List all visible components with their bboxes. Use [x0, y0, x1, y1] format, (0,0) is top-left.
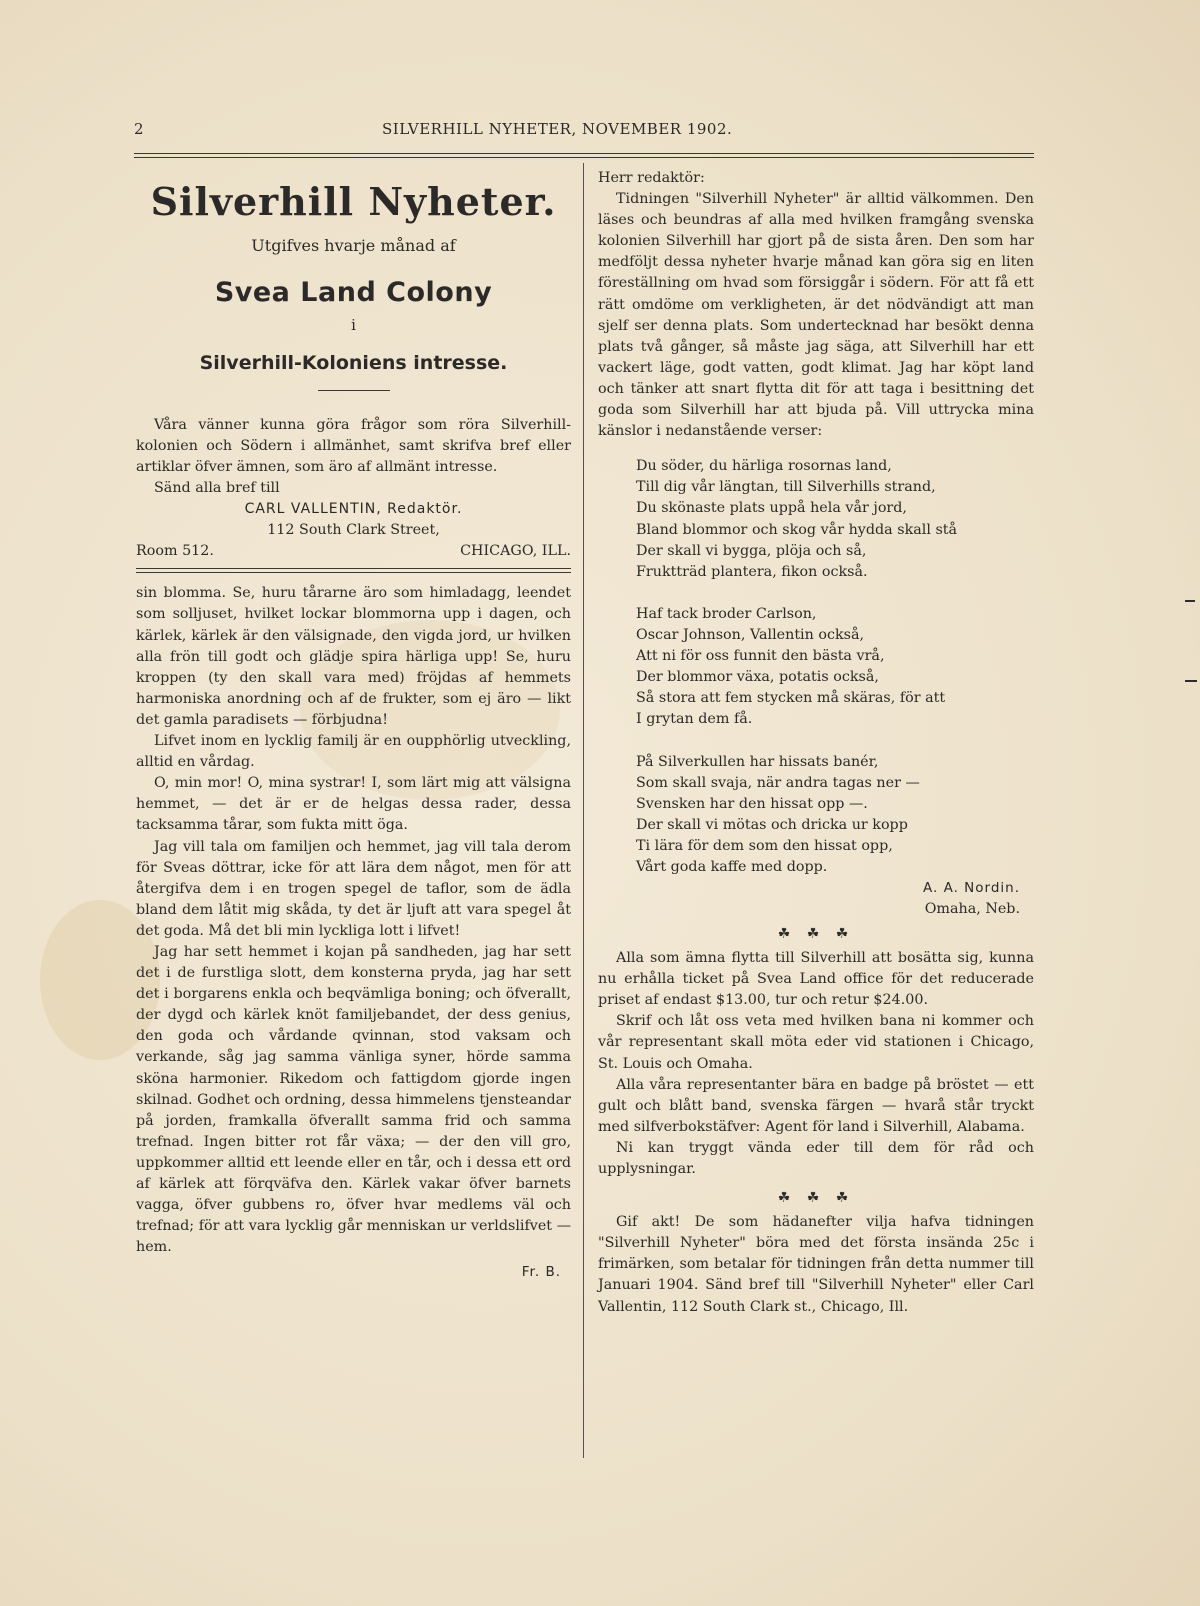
verse-line: Till dig vår längtan, till Silverhills strand, [636, 479, 936, 496]
editor-street: 112 South Clark Street, [267, 522, 440, 539]
editor-address-line [136, 541, 571, 562]
page-number: 2 [134, 120, 145, 138]
notice-paragraph: Ni kan tryggt vända eder till dem för råd och upplysningar. [598, 1139, 1034, 1178]
clover-ornament: ☘ ☘ ☘ [777, 926, 855, 943]
verse-line: Bland blommor och skog vår hydda skall stå [636, 521, 958, 538]
published-by-line: Utgifves hvarje månad af [251, 236, 456, 255]
subscription-notice: Gif akt! De som hädanefter vilja hafva tidningen "Silverhill Nyheter" böra med det första insända 25c i frimärken, som betalar för tidningen från detta nummer till Januari 1904. Sänd bref till "Silverhill Nyheter" eller Carl Vallentin, 112 South Clark st., Chicago, Ill. [598, 1214, 1034, 1315]
section-rule [136, 568, 571, 573]
intro-block [136, 415, 571, 499]
verse-line: Vårt goda kaffe med dopp. [636, 859, 828, 875]
header-rule [134, 153, 1034, 158]
masthead-title: Silverhill Nyheter. [150, 179, 557, 224]
conjunction: i [351, 316, 356, 334]
verse-line: Haf tack broder Carlson, [636, 605, 817, 622]
article-paragraph: Jag vill tala om familjen och hemmet, jag vill tala derom för Sveas döttrar, icke för att lära dem något, men för att återgifva dem i en trogen spegel de taflor, som de ädla bland dem låtit mig skåda, ty det är ljuft att vara spegel åt det goda. Må det bli min lyckliga lott i lifvet! [136, 838, 571, 939]
notices-block [598, 948, 1034, 1180]
verse-line: Du skönaste plats uppå hela vår jord, [636, 500, 907, 517]
stanza-gap [636, 583, 1034, 604]
column-divider [583, 163, 584, 1458]
edge-mark [1185, 680, 1197, 682]
edge-mark [1185, 600, 1195, 602]
letter-block [598, 168, 1034, 442]
page-header [134, 120, 1034, 144]
notice-paragraph: Alla våra representanter bära en badge på bröstet — ett gult och blått band, svenska färgen — hvarå står tryckt med silfverbokstäfver: Agent för land i Silverhill, Alabama. [598, 1076, 1034, 1135]
verse-line: Svensken har den hissat opp —. [636, 795, 868, 812]
verse-line: Der blommor växa, potatis också, [636, 669, 879, 686]
short-rule [318, 390, 390, 391]
verse-line: På Silverkullen har hissats banér, [636, 753, 879, 770]
verse-line: Der skall vi bygga, plöja och så, [636, 542, 867, 559]
subscription-notice-block [598, 1212, 1034, 1317]
verse-line: Du söder, du härliga rosornas land, [636, 458, 892, 475]
poem-author: A. A. Nordin. [923, 880, 1020, 897]
notice-paragraph: Skrif och låt oss veta med hvilken bana ni kommer och vår representant skall möta eder vid stationen i Chicago, St. Louis och Omaha. [598, 1013, 1034, 1072]
article-paragraph: Lifvet inom en lycklig familj är en oupphörlig utveckling, alltid en vårdag. [136, 733, 571, 771]
editor-city: CHICAGO, ILL. [460, 543, 571, 560]
article-paragraph: sin blomma. Se, huru tårarne äro som himladagg, leendet som solljuset, hvilket lockar blommorna upp i dagen, och kärlek, kärlek är den välsignade, den vigda jord, ur hvilken alla frön till godt och glädje spira härliga upp! Se, huru kroppen (ty den skall vara med) fröjdas af hemmets harmoniska anordning och af de frukter, som ej äro — likt det gamla paradisets — förbjudna! [136, 585, 571, 728]
verse-line: Ti lära för dem som den hissat opp, [636, 837, 893, 854]
notice-paragraph: Alla som ämna flytta till Silverhill att bosätta sig, kunna nu erhålla ticket på Svea Land office för det reducerade priset af endast $13.00, tur och retur $24.00. [598, 950, 1034, 1009]
interest-line: Silverhill-Koloniens intresse. [199, 352, 508, 374]
running-title: SILVERHILL NYHETER, NOVEMBER 1902. [382, 120, 733, 138]
left-column [136, 168, 571, 1283]
poem-author-place: Omaha, Neb. [924, 901, 1020, 918]
verse-line: Oscar Johnson, Vallentin också, [636, 626, 865, 643]
colony-name: Svea Land Colony [214, 277, 493, 308]
letter-paragraph: Tidningen "Silverhill Nyheter" är alltid välkommen. Den läses och beundras af alla med hvilken framgång svenska kolonien Silverhill har gjort på de sista åren. Den som har medföljt dessa nyheter hvarje månad kan göra sig en liten föreställning om hvad som försiggår i södern. För att få ett rätt omdöme om verkligheten, är det nödvändigt att man sjelf ser denna plats. Som undertecknad har besökt denna plats två gånger, så måste jag säga, att Silverhill har ett vackert läge, godt vatten, godt klimat. Jag har köpt land och tänker att snart flytta dit för att taga i besittning det goda som Silverhill har att bjuda på. Vill uttrycka mina känslor i nedanstående verser: [598, 191, 1034, 440]
clover-ornament: ☘ ☘ ☘ [777, 1190, 855, 1207]
editor-name: CARL VALLENTIN, Redaktör. [244, 501, 463, 518]
article-paragraph: O, min mor! O, mina systrar! I, som lärt mig att välsigna hemmet, — det är er de helgas dessa rader, dessa tacksamma tårar, som fukta mitt öga. [136, 775, 571, 834]
editor-room: Room 512. [136, 543, 214, 560]
intro-paragraph: Våra vänner kunna göra frågor som röra Silverhill-kolonien och Södern i allmänhet, samt skrifva bref eller artiklar öfver ämnen, som äro af allmänt intresse. [136, 417, 571, 476]
send-line: Sänd alla bref till [154, 480, 280, 497]
verse-line: Der skall vi mötas och dricka ur kopp [636, 816, 908, 833]
verse-line: Så stora att fem stycken må skäras, för att [636, 690, 946, 707]
salutation: Herr redaktör: [598, 170, 705, 186]
verse-line: Att ni för oss funnit den bästa vrå, [636, 648, 885, 665]
poem [636, 456, 1034, 878]
article-paragraph: Jag har sett hemmet i kojan på sandheden, jag har sett det i de furstliga slott, dem konsterna pryda, jag har sett det i borgarens enkla och beqvämliga boning; och öfverallt, der dygd och kärlek knöt familjebandet, der dess genius, den goda och vårdande qvinnan, stod vaksam och verkande, såg jag samma vänliga syner, hörde samma sköna harmonier. Rikedom och fattigdom gjorde ingen skilnad. Godhet och ordning, dessa himmelens tjensteandar på jorden, framkalla öfverallt samma frid och samma trefnad. Ingen bitter rot får växa; — der den vill gro, uppkommer alltid ett leende eller en tår, och i dessa ett ord af kärlek att förqväfva den. Kärlek vakar öfver barnets vagga, öfver gubbens ro, öfver hvar medlems väl och trefnad; för att vara lycklig går menniskan ur verldslifvet — hem. [136, 943, 571, 1256]
article-signature: Fr. B. [521, 1264, 561, 1281]
verse-line: Som skall svaja, när andra tagas ner — [636, 774, 920, 791]
left-article [136, 583, 571, 1258]
verse-line: Fruktträd plantera, fikon också. [636, 563, 868, 580]
stanza-gap [636, 730, 1034, 751]
verse-line: I grytan dem få. [636, 711, 753, 728]
right-column [598, 168, 1034, 1318]
